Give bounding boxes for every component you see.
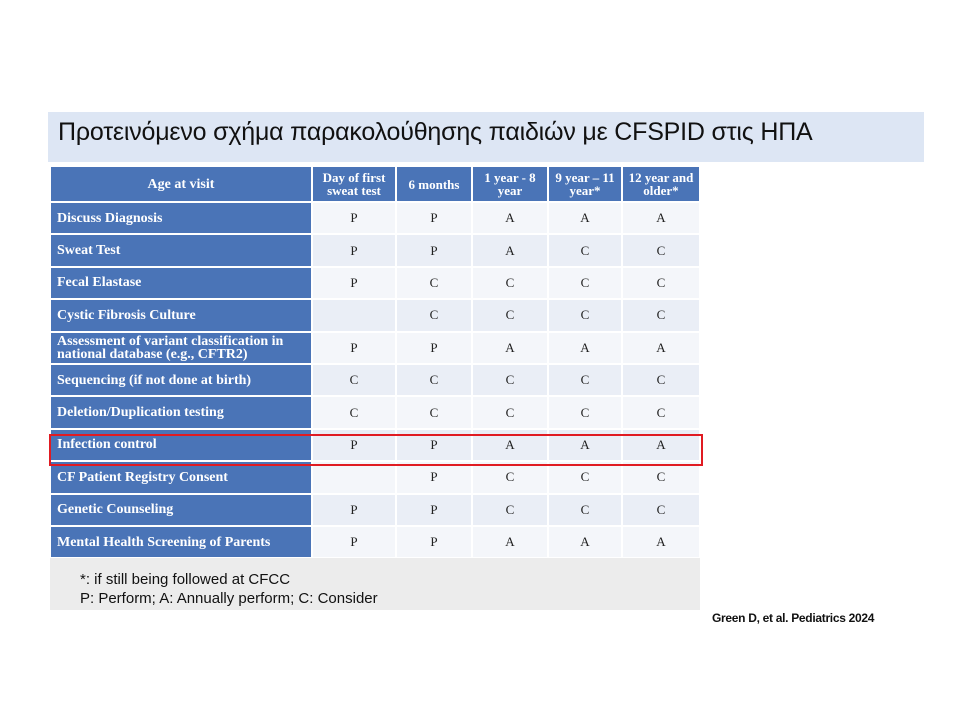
col-header-line: year* [569,183,601,198]
col-header-line: year [497,183,523,198]
table-row [50,494,700,526]
table-cell: C [396,396,472,428]
row-label: Discuss Diagnosis [50,202,312,234]
legend [80,570,378,608]
table-cell: A [548,332,622,364]
table-cell: P [396,461,472,493]
table-row [50,234,700,266]
table-cell: C [548,267,622,299]
table-cell: C [622,299,700,331]
citation: Green D, et al. Pediatrics 2024 [712,611,875,625]
row-label-line: Assessment of variant classification in [57,333,284,349]
table-cell: P [396,234,472,266]
table-row [50,364,700,396]
table-cell: P [396,526,472,558]
table-cell: C [396,267,472,299]
table-cell: C [622,364,700,396]
table-row [50,202,700,234]
table-cell: P [312,267,396,299]
table-cell: P [396,332,472,364]
col-header-line: 9 year – 11 [555,170,615,185]
table-cell: C [548,234,622,266]
table-cell: A [548,526,622,558]
table-cell: C [472,396,548,428]
table-cell: A [622,526,700,558]
table-row [50,299,700,331]
table-row [50,526,700,558]
table-cell: P [312,202,396,234]
table-cell: A [472,202,548,234]
table-cell: A [622,332,700,364]
table-cell: C [548,299,622,331]
table-cell: C [472,494,548,526]
table-cell: P [396,202,472,234]
legend-key: P: Perform; A: Annually perform; C: Consider [80,590,378,607]
col-header-12-year-older [622,166,700,202]
row-label: Deletion/Duplication testing [50,396,312,428]
col-header-9-11-year [548,166,622,202]
table-cell: C [622,267,700,299]
legend-footnote: *: if still being followed at CFCC [80,571,291,588]
col-header-day-first-sweat-test [312,166,396,202]
col-header-line: 1 year - 8 [484,170,536,185]
table-cell: C [622,461,700,493]
col-header-line: 6 months [408,176,460,192]
table-cell: C [472,364,548,396]
table-cell: P [312,332,396,364]
table-cell: P [396,429,472,461]
table-cell: C [396,364,472,396]
table-row [50,267,700,299]
table-cell: C [548,364,622,396]
table-cell: A [548,202,622,234]
row-label [50,332,312,364]
table-cell: C [312,396,396,428]
table-cell: P [312,494,396,526]
table-cell: A [548,429,622,461]
table-cell: C [548,461,622,493]
table-cell: C [472,267,548,299]
col-header-6-months [396,166,472,202]
table-cell: C [548,396,622,428]
table-cell: A [472,429,548,461]
table-cell: C [472,299,548,331]
row-label: Genetic Counseling [50,494,312,526]
table-cell: C [622,234,700,266]
table-cell: A [472,234,548,266]
table-cell: A [622,202,700,234]
table-cell: A [472,332,548,364]
table-cell [312,299,396,331]
col-header-line: older* [643,183,679,198]
age-at-visit-header: Age at visit [50,166,312,202]
slide-title: Προτεινόμενο σχήμα παρακολούθησης παιδιών με CFSPID στις ΗΠΑ [58,118,813,146]
table-cell: C [622,396,700,428]
table-cell: A [472,526,548,558]
row-label: Cystic Fibrosis Culture [50,299,312,331]
row-label: Fecal Elastase [50,267,312,299]
table-cell: P [312,429,396,461]
table-cell: C [622,494,700,526]
table-cell: C [472,461,548,493]
header-row [50,166,700,202]
table-cell: C [312,364,396,396]
table-cell: C [396,299,472,331]
infection-control-highlight-box [49,434,703,466]
follow-up-schedule-table [50,166,700,558]
table-cell: P [312,234,396,266]
table-cell: P [396,494,472,526]
col-header-1-8-year [472,166,548,202]
row-label: Sweat Test [50,234,312,266]
row-label: Mental Health Screening of Parents [50,526,312,558]
col-header-line: 12 year and [628,170,694,185]
row-label: Infection control [50,429,312,461]
table-cell: A [622,429,700,461]
row-label-line: national database (e.g., CFTR2) [57,346,248,362]
table-cell: P [312,526,396,558]
col-header-line: Day of first [322,170,386,185]
row-label: CF Patient Registry Consent [50,461,312,493]
table-row [50,332,700,364]
table-cell: C [548,494,622,526]
row-label: Sequencing (if not done at birth) [50,364,312,396]
col-header-line: sweat test [327,183,381,198]
table-row [50,396,700,428]
